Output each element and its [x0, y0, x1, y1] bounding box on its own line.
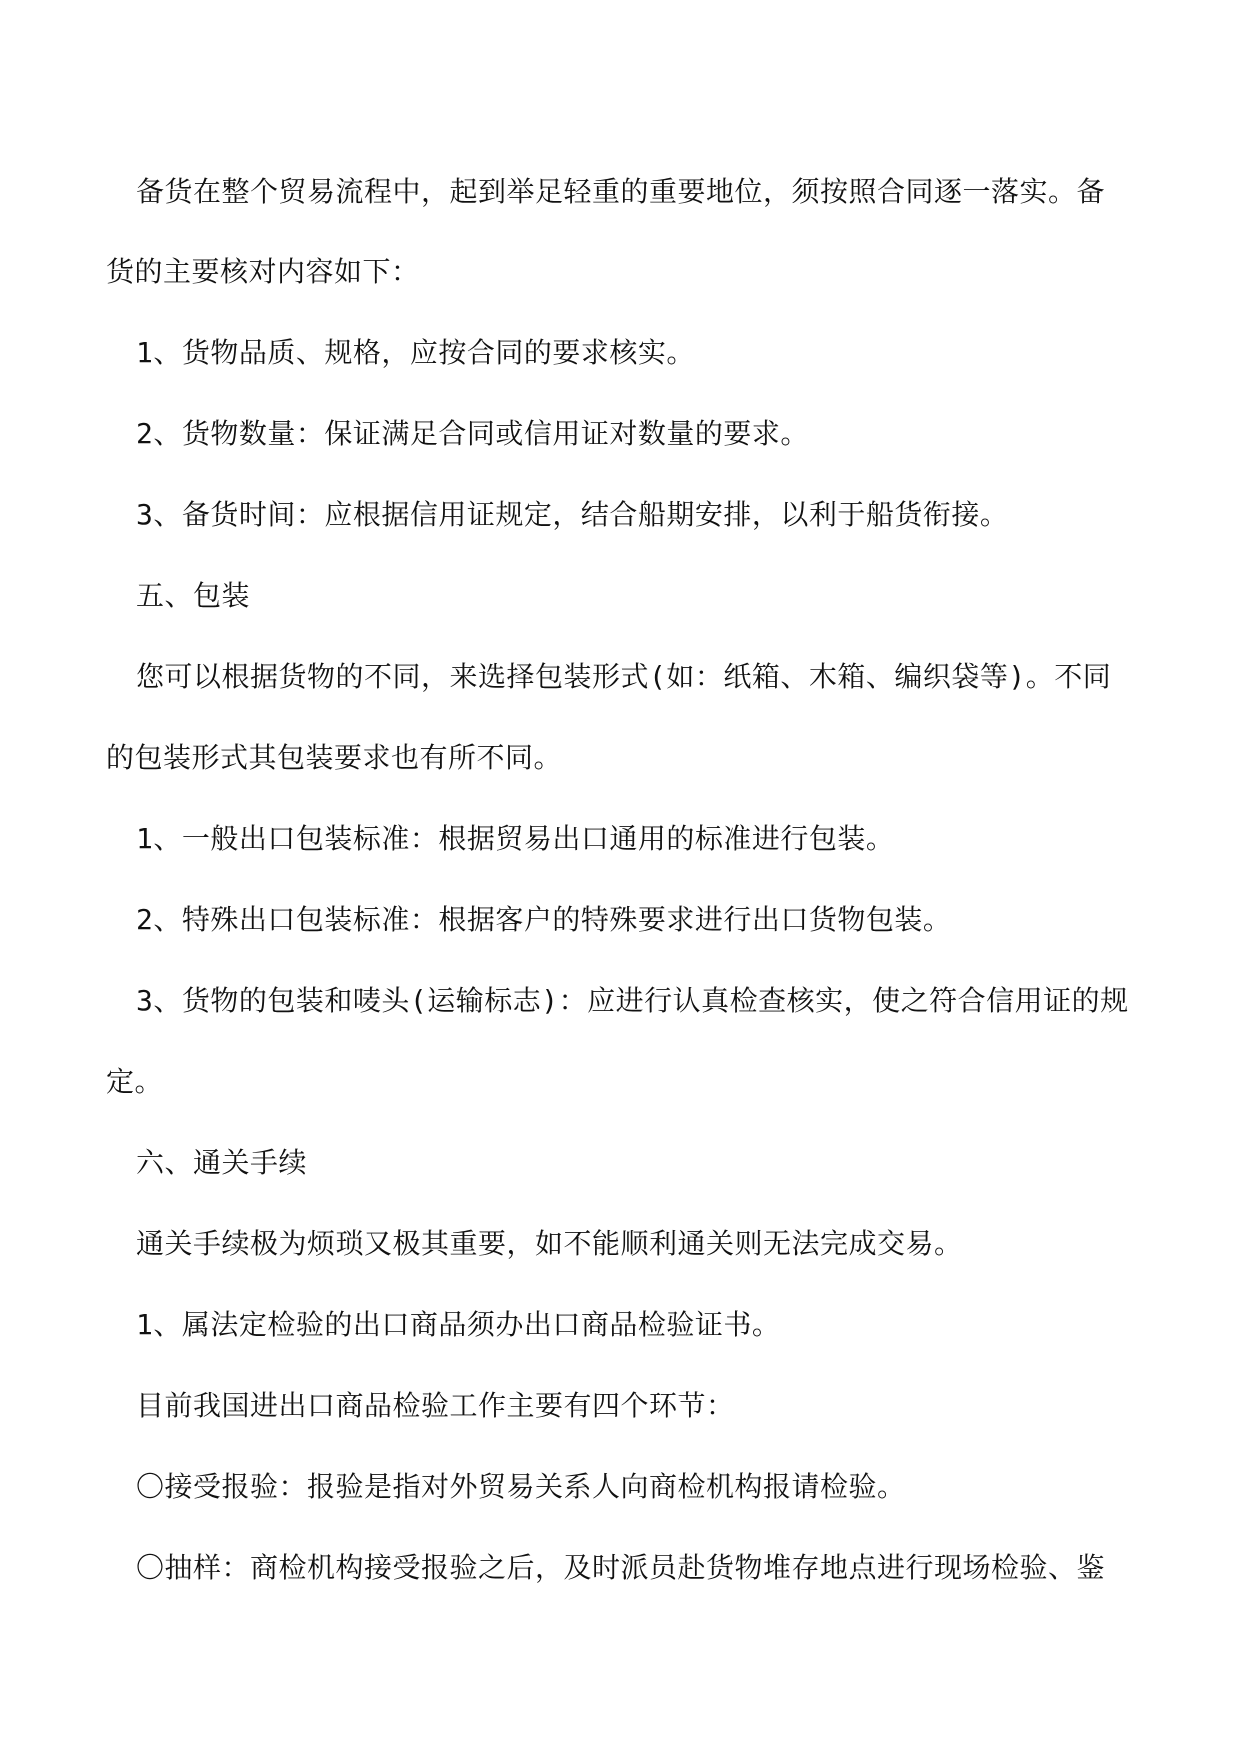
paragraph-line: 您可以根据货物的不同，来选择包装形式(如：纸箱、木箱、编织袋等)。不同	[136, 660, 1112, 693]
section-heading: 五、包装	[136, 579, 251, 612]
list-item: 3、备货时间：应根据信用证规定，结合船期安排，以利于船货衔接。	[136, 498, 1009, 531]
paragraph-line: 目前我国进出口商品检验工作主要有四个环节：	[136, 1389, 735, 1422]
bullet-item: 〇抽样：商检机构接受报验之后，及时派员赴货物堆存地点进行现场检验、鉴	[136, 1551, 1106, 1584]
paragraph-line: 通关手续极为烦琐又极其重要，如不能顺利通关则无法完成交易。	[136, 1227, 963, 1260]
list-item: 2、货物数量：保证满足合同或信用证对数量的要求。	[136, 417, 809, 450]
list-item: 1、货物品质、规格，应按合同的要求核实。	[136, 336, 695, 369]
list-item-continuation: 定。	[106, 1065, 164, 1098]
bullet-item: 〇接受报验：报验是指对外贸易关系人向商检机构报请检验。	[136, 1470, 906, 1503]
paragraph-line: 的包装形式其包装要求也有所不同。	[106, 741, 563, 774]
paragraph-line: 备货在整个贸易流程中，起到举足轻重的重要地位，须按照合同逐一落实。备	[136, 175, 1106, 208]
section-heading: 六、通关手续	[136, 1146, 308, 1179]
list-item: 1、一般出口包装标准：根据贸易出口通用的标准进行包装。	[136, 822, 895, 855]
list-item: 3、货物的包装和唛头(运输标志)：应进行认真检查核实，使之符合信用证的规	[136, 984, 1129, 1017]
list-item: 2、特殊出口包装标准：根据客户的特殊要求进行出口货物包装。	[136, 903, 952, 936]
paragraph-line: 货的主要核对内容如下：	[106, 255, 420, 288]
list-item: 1、属法定检验的出口商品须办出口商品检验证书。	[136, 1308, 781, 1341]
